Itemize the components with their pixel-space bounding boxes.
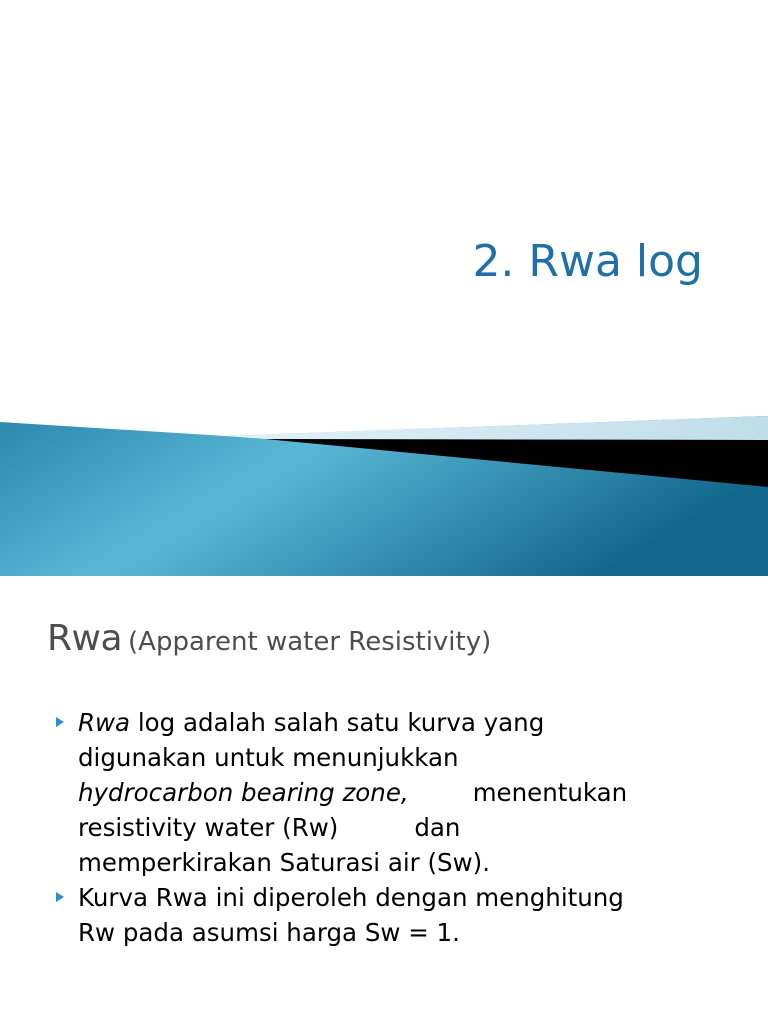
- hydrocarbon-italic-term: hydrocarbon bearing zone,: [78, 778, 409, 807]
- triangle-bullet-icon: [56, 892, 64, 902]
- heading-sub: (Apparent water Resistivity): [128, 627, 492, 657]
- triangle-bullet-icon: [56, 717, 64, 727]
- bullet-2-line-1: Kurva Rwa ini diperoleh dengan menghitung: [78, 883, 624, 912]
- bullet-item-1: [54, 705, 754, 880]
- bullet-text-1: [78, 705, 754, 880]
- bullet-1-line-3: hydrocarbon bearing zone, menentukan: [78, 778, 628, 807]
- section-heading: [47, 618, 491, 659]
- bullet-1-line-2: digunakan untuk menunjukkan: [78, 743, 459, 772]
- bullet-1-line-4: resistivity water (Rw) dan: [78, 813, 461, 842]
- bullet-item-2: [54, 880, 754, 950]
- rwa-italic-term: Rwa: [78, 708, 131, 737]
- bullet-1-line-5: memperkirakan Saturasi air (Sw).: [78, 848, 490, 877]
- bullet-1-line-1: Rwa log adalah salah satu kurva yang: [78, 708, 545, 737]
- slide-title: 2. Rwa log: [472, 236, 703, 287]
- decorative-banner: [0, 415, 768, 576]
- bullet-list: [54, 705, 754, 950]
- bullet-2-line-2: Rw pada asumsi harga Sw = 1.: [78, 918, 460, 947]
- bullet-text-2: [78, 880, 754, 950]
- heading-main: Rwa: [47, 618, 123, 659]
